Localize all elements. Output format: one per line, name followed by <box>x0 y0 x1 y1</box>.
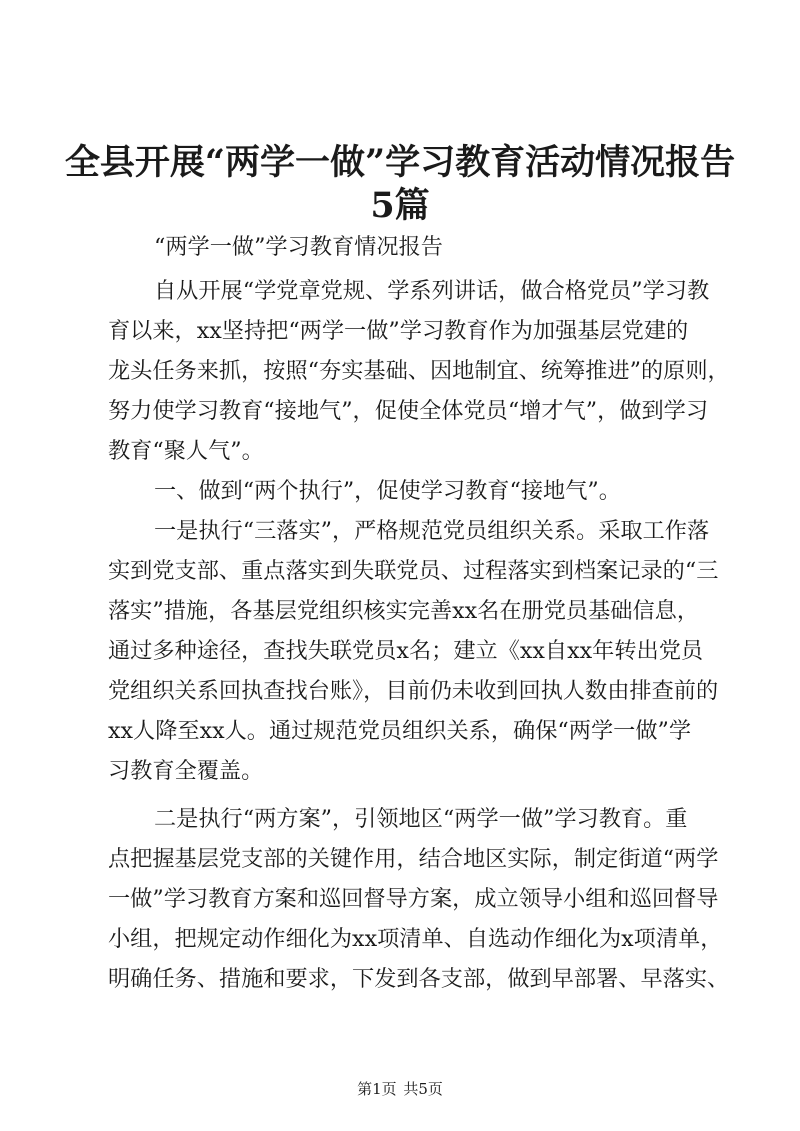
document-title-line-1: 全县开展“两学一做”学习教育活动情况报告 <box>64 142 736 183</box>
paragraph-line: 二是执行“两方案”，引领地区“两学一做”学习教育。重 <box>154 806 688 832</box>
paragraph-line: 教育“聚人气”。 <box>108 438 264 464</box>
paragraph-line: 小组，把规定动作细化为xx项清单、自选动作细化为x项清单， <box>108 926 723 952</box>
paragraph-line: 党组织关系回执查找台账》，目前仍未收到回执人数由排查前的 <box>108 678 719 704</box>
paragraph-line: 龙头任务来抓，按照“夯实基础、因地制宜、统筹推进”的原则， <box>108 358 730 384</box>
paragraph-line: 育以来，xx坚持把“两学一做”学习教育作为加强基层党建的 <box>108 318 689 344</box>
page-total: 共5页 <box>403 1080 443 1098</box>
paragraph-line: 明确任务、措施和要求，下发到各支部，做到早部署、早落实、 <box>108 966 730 992</box>
section-heading: 一、做到“两个执行”，促使学习教育“接地气”。 <box>154 478 621 504</box>
paragraph-line: 通过多种途径，查找失联党员x名；建立《xx自xx年转出党员 <box>108 638 704 664</box>
paragraph-line: 一是执行“三落实”，严格规范党员组织关系。采取工作落 <box>154 518 710 544</box>
paragraph-line: 自从开展“学党章党规、学系列讲话，做合格党员”学习教 <box>154 278 710 304</box>
document-subtitle: “两学一做”学习教育情况报告 <box>154 234 443 260</box>
paragraph-line: 一做”学习教育方案和巡回督导方案，成立领导小组和巡回督导 <box>108 886 719 912</box>
paragraph-line: 实到党支部、重点落实到失联党员、过程落实到档案记录的“三 <box>108 558 719 584</box>
paragraph-line: 点把握基层党支部的关键作用，结合地区实际，制定街道“两学 <box>108 846 719 872</box>
paragraph-line: 努力使学习教育“接地气”，促使全体党员“增才气”，做到学习 <box>108 398 709 424</box>
paragraph-line: xx人降至xx人。通过规范党员组织关系，确保“两学一做”学 <box>108 718 692 744</box>
page-footer <box>0 1079 800 1099</box>
paragraph-line: 落实”措施，各基层党组织核实完善xx名在册党员基础信息， <box>108 598 700 624</box>
document-title-line-2: 5篇 <box>370 185 430 226</box>
page-number: 第1页 <box>357 1080 397 1098</box>
paragraph-line: 习教育全覆盖。 <box>108 758 264 784</box>
